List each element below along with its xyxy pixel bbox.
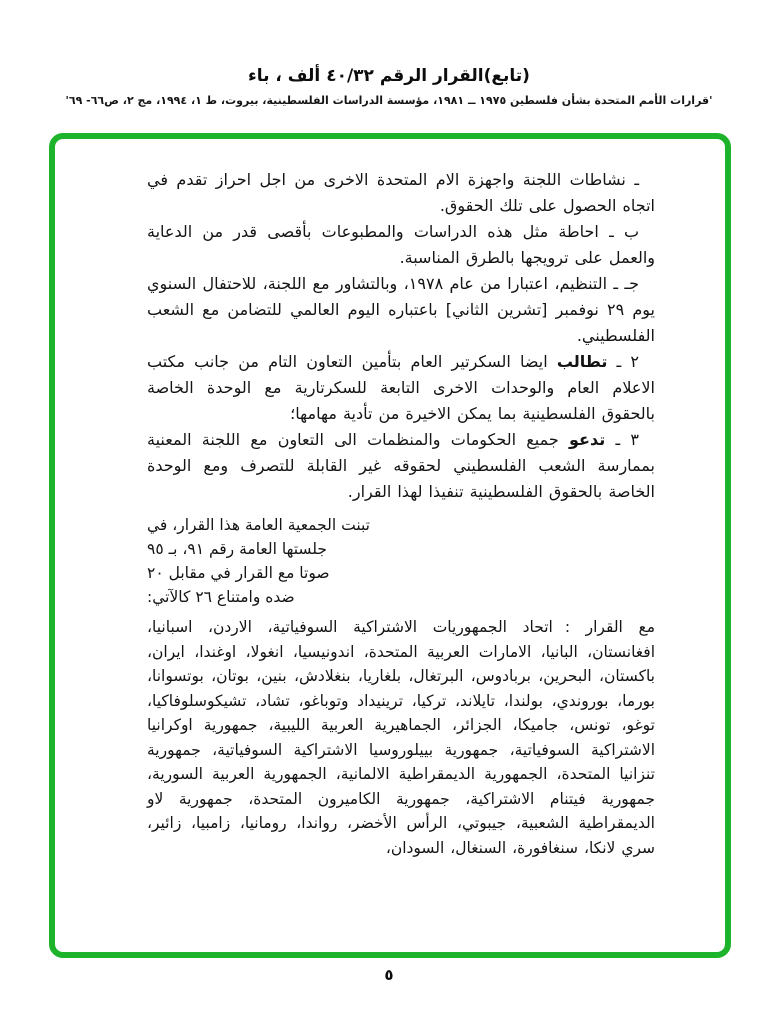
clause-3-verb: تدعو (569, 430, 606, 449)
adoption-note-line: جلستها العامة رقم ٩١، بـ ٩٥ (147, 540, 327, 558)
paragraph-clause-3 (147, 427, 655, 505)
page-number: ٥ (384, 966, 394, 984)
paragraph-clause-2 (147, 349, 655, 427)
vote-label-for: مع القرار : (564, 618, 656, 636)
paragraph-item-b: ب ـ احاطة مثل هذه الدراسات والمطبوعات بأقصى قدر من الدعاية والعمل على ترويجها بالطرق المناسبة. (147, 222, 655, 267)
adoption-note-line: ضده وامتناع ٢٦ كالآتي: (147, 588, 295, 606)
adoption-note-line: تبنت الجمعية العامة هذا القرار، في (147, 516, 370, 534)
vote-record (147, 615, 655, 860)
clause-2-number: ٢ ـ (607, 352, 640, 371)
clause-2-verb: تطالب (556, 352, 608, 371)
resolution-text (147, 167, 655, 860)
adoption-note (147, 513, 655, 609)
clause-2-text: ايضا السكرتير العام بتأمين التعاون التام من جانب مكتب الاعلام العام والوحدات الاخرى التابعة للسكرتارية مع الوحدة الخاصة بالحقوق الفلسطينية بما يمكن الاخيرة من تأدية مهامها؛ (147, 352, 655, 423)
content-border-frame (49, 133, 731, 958)
page-title: (تابع)القرار الرقم ٤٠/٣٢ ألف ، باء (248, 66, 530, 86)
vote-countries-list: اتحاد الجمهوريات الاشتراكية السوفياتية، الاردن، اسبانيا، افغانستان، البانيا، الامارات العربية المتحدة، اندونيسيا، انغولا، اوغندا، ايران، باكستان، البحرين، بربادوس، البرتغال، بلغاريا، بنغلادش، بنين، بوتان، بوتسوانا، بورما، بوروندي، بولندا، تايلاند، تركيا، ترينيداد وتوباغو، تشاد، تشيكوسلوفاكيا، توغو، تونس، جاميكا، الجزائر، الجماهيرية العربية الليبية، جمهورية اوكرانيا الاشتراكية السوفياتية، جمهورية بييلوروسيا الاشتراكية السوفياتية، جمهورية تنزانيا المتحدة، الجمهورية الديمقراطية الالمانية، الجمهورية العربية السورية، جمهورية فيتنام الاشتراكية، جمهورية الكاميرون المتحدة، جمهورية لاو الديمقراطية الشعبية، جيبوتي، الرأس الأخضر، رواندا، رومانيا، زامبيا، زائير، سري لانكا، سنغافورة، السنغال، السودان، (147, 618, 655, 857)
citation-line: 'قرارات الأمم المتحدة بشأن فلسطين ١٩٧٥ ــ ١٩٨١، مؤسسة الدراسات الفلسطينية، بيروت، ط ١، ١٩٩٤، مج ٢، ص٦٦- ٦٩' (65, 94, 713, 107)
adoption-note-line: صوتا مع القرار في مقابل ٢٠ (147, 564, 330, 582)
clause-3-text: جميع الحكومات والمنظمات الى التعاون مع اللجنة المعنية بممارسة الشعب الفلسطيني لحقوقه غير القابلة للتصرف ومع الوحدة الخاصة بالحقوق الفلسطينية تنفيذا لهذا القرار. (147, 430, 655, 501)
paragraph-item-c: جـ ـ التنظيم، اعتبارا من عام ١٩٧٨، وبالتشاور مع اللجنة، للاحتفال السنوي يوم ٢٩ نوفمبر [تشرين الثاني] باعتباره اليوم العالمي للتضامن مع الشعب الفلسطيني. (147, 274, 655, 345)
page-header (0, 64, 778, 109)
paragraph-continuation: ـ نشاطات اللجنة واجهزة الام المتحدة الاخرى من اجل احراز تقدم في اتجاه الحصول على تلك الحقوق. (147, 170, 655, 215)
clause-3-number: ٣ ـ (605, 430, 640, 449)
